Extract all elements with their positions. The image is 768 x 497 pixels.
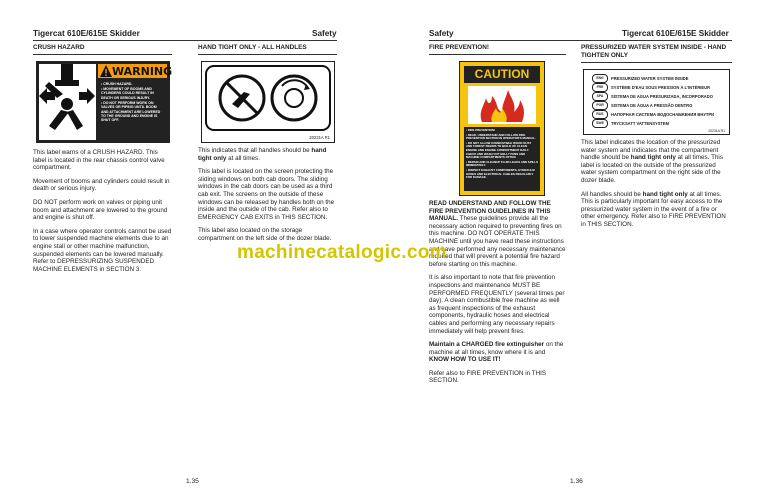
right-col-2 [581,44,732,235]
label-row-spa: SPA SISTEMA DE AGUA PRESURIZADA, INCORPORADO [592,92,713,101]
warning-header: WARNING [98,64,167,78]
right-header-rule [429,40,732,41]
section-rule [33,54,172,55]
crush-hazard-title: CRUSH HAZARD [33,44,85,51]
left-col-2 [198,44,337,249]
crush-p2: Movement of booms and cylinders could result in death or serious injury. [33,177,170,193]
section-rule [429,54,566,55]
right-page-header-title: Tigercat 610E/615E Skidder [622,29,729,38]
right-col-1 [429,44,566,391]
crush-p3: DO NOT perform work on valves or piping unit boom and attachment are lowered to the ground and engine is shut off. [33,198,168,222]
label-row-swe: SWE TRYCKSATT VATTENSYSTEM [592,119,669,128]
hand-tight-pictogram [202,64,334,134]
pressurized-label-code: 20231A R1 [708,129,725,133]
left-col-1 [33,44,172,279]
crush-hazard-label [36,61,173,143]
fire-p1: READ UNDERSTAND AND FOLLOW THE FIRE PREVENTION GUIDELINES IN THIS MANUAL. These guidelines provide all the necessary action required to preventing fires on this machine. DO NOT OPERATE THIS MACHINE until you have read these instructions and have performed any necessary maintenance required that will prevent a potential fire hazard before starting on this machine. [429,200,566,268]
warning-items: • CRUSH HAZARD. • MOVEMENT OF BOOMS AND CYLINDERS COULD RESULT IN DEATH OR SERIOUS INJURY. • DO NOT PERFORM WORK ON VALVES OR PIPING UNTIL BOOM AND ATTACHMENT ARE LOWERED TO THE GROUND AND ENGINE IS SHUT OFF. [101,82,165,123]
crush-p1: This label warns of a CRUSH HAZARD. This label is located in the rear chassis control valve compartment. [33,149,165,172]
hand-tight-title: HAND TIGHT ONLY - ALL HANDLES [198,44,307,51]
label-row-por: POR SISTEMA DE ÁGUA A PRESSÃO DENTRO [592,101,692,110]
section-rule [198,54,337,55]
watermark: machinecatalogic.com [237,242,447,263]
page-number: 1.35 [186,478,199,485]
page-number: 1.36 [570,478,583,485]
label-row-eng: ENG PRESSURIZED WATER SYSTEM INSIDE [592,74,689,83]
caution-items: • FIRE PREVENTION! • READ, UNDERSTAND AND FOLLOW FIRE PREVENTION SECTION IN OPERATOR'S MANUAL. • DO NOT ALLOW COMBUSTIBLE WOOD DUST AND FOREST DEBRIS TO BUILD UP. CLEAN ENGINE AND ENGINE COMPARTMENT DAILY. CHECK AND WASH OUT BELLY PANS AND MACHINE COMPARTMENTS OFTEN. • REPAIR AND CLEANUP FLUID LEAKS AND SPILLS IMMEDIATELY. • INSPECT EXHAUST COMPONENTS, HYDRAULIC HOSES AND ELECTRICAL CABLES REGULARLY FOR DAMAGE. [464,127,540,191]
hand-tight-p2: This label is located on the screen protecting the sliding windows on both cab doors. The sliding windows in the cab doors can be used as a third cab exit. The screens on the outside of these windows can be released by handles both on the inside and the outside of the cab. Refer also to EMERGENCY CAB EXITS in THIS SECTION. [198,168,335,221]
label-row-rus: RUS НАПОРНАЯ СИСТЕМА ВОДОСНАБЖЕНИЯ ВНУТРИ [592,110,714,119]
hand-tight-label-code: 20231A R1 [309,135,330,140]
left-header-rule [33,40,337,41]
fire-p3: Maintain a CHARGED fire extinguisher on the machine at all times, know where it is and KNOW HOW TO USE IT! [429,341,564,364]
fire-prevention-title: FIRE PREVENTION! [429,44,490,51]
fire-caution-label [459,61,545,196]
label-row-fre: FRE SYSTÈME D'EAU SOUS PRESSION À L'INTÉRIEUR [592,83,710,92]
hand-tight-p1: This indicates that all handles should be hand tight only at all times. [198,147,327,162]
caution-header: CAUTION [464,66,540,83]
fire-p4: Refer also to FIRE PREVENTION in THIS SECTION. [429,369,547,385]
section-rule [581,62,732,63]
pressurized-p2: All handles should be hand tight only at all times. This is particularly important for easy access to the pressurized water system in the event of a fire or other emergency. Refer also to FIRE PREVENTION in THIS SECTION. [581,190,726,228]
right-page-header-section: Safety [429,29,454,38]
hand-tight-label [201,61,335,143]
pressurized-water-label [583,69,730,135]
left-page-header-section: Safety [312,29,337,38]
pressurized-water-title: PRESSURIZED WATER SYSTEM INSIDE - HAND TIGHTEN ONLY [581,44,727,59]
fire-p2: It is also important to note that fire prevention inspections and maintenance MUST BE PERFORMED FREQUENTLY (several times per day). A clean combustible free machine as well as frequent inspections of the exhaust components, hydraulic hoses and electrical cables and performing any necessary repairs immediately will help prevent fires. [429,274,565,335]
left-page-header-title: Tigercat 610E/615E Skidder [33,29,140,38]
crush-hazard-pictogram [39,64,96,140]
hand-tight-p3: This label also located on the storage compartment on the left side of the dozer blade. [198,227,332,242]
crush-p4: In a case where operator controls cannot be used to lower suspended machine elements due to an engine stall or other machine malfunction, suspended elements can be lowered manually. Refer to DEPRESSURIZING SUSPENDED MACHINE ELEMENTS in SECTION 3. [33,227,172,273]
pressurized-p1: This label indicates the location of the pressurized water system and indicates that the compartment handle should be hand tight only at all times. This label is located on the outside of the pressurized water system compartment on the right side of the dozer blade. [581,139,723,184]
flame-pictogram [468,86,536,124]
